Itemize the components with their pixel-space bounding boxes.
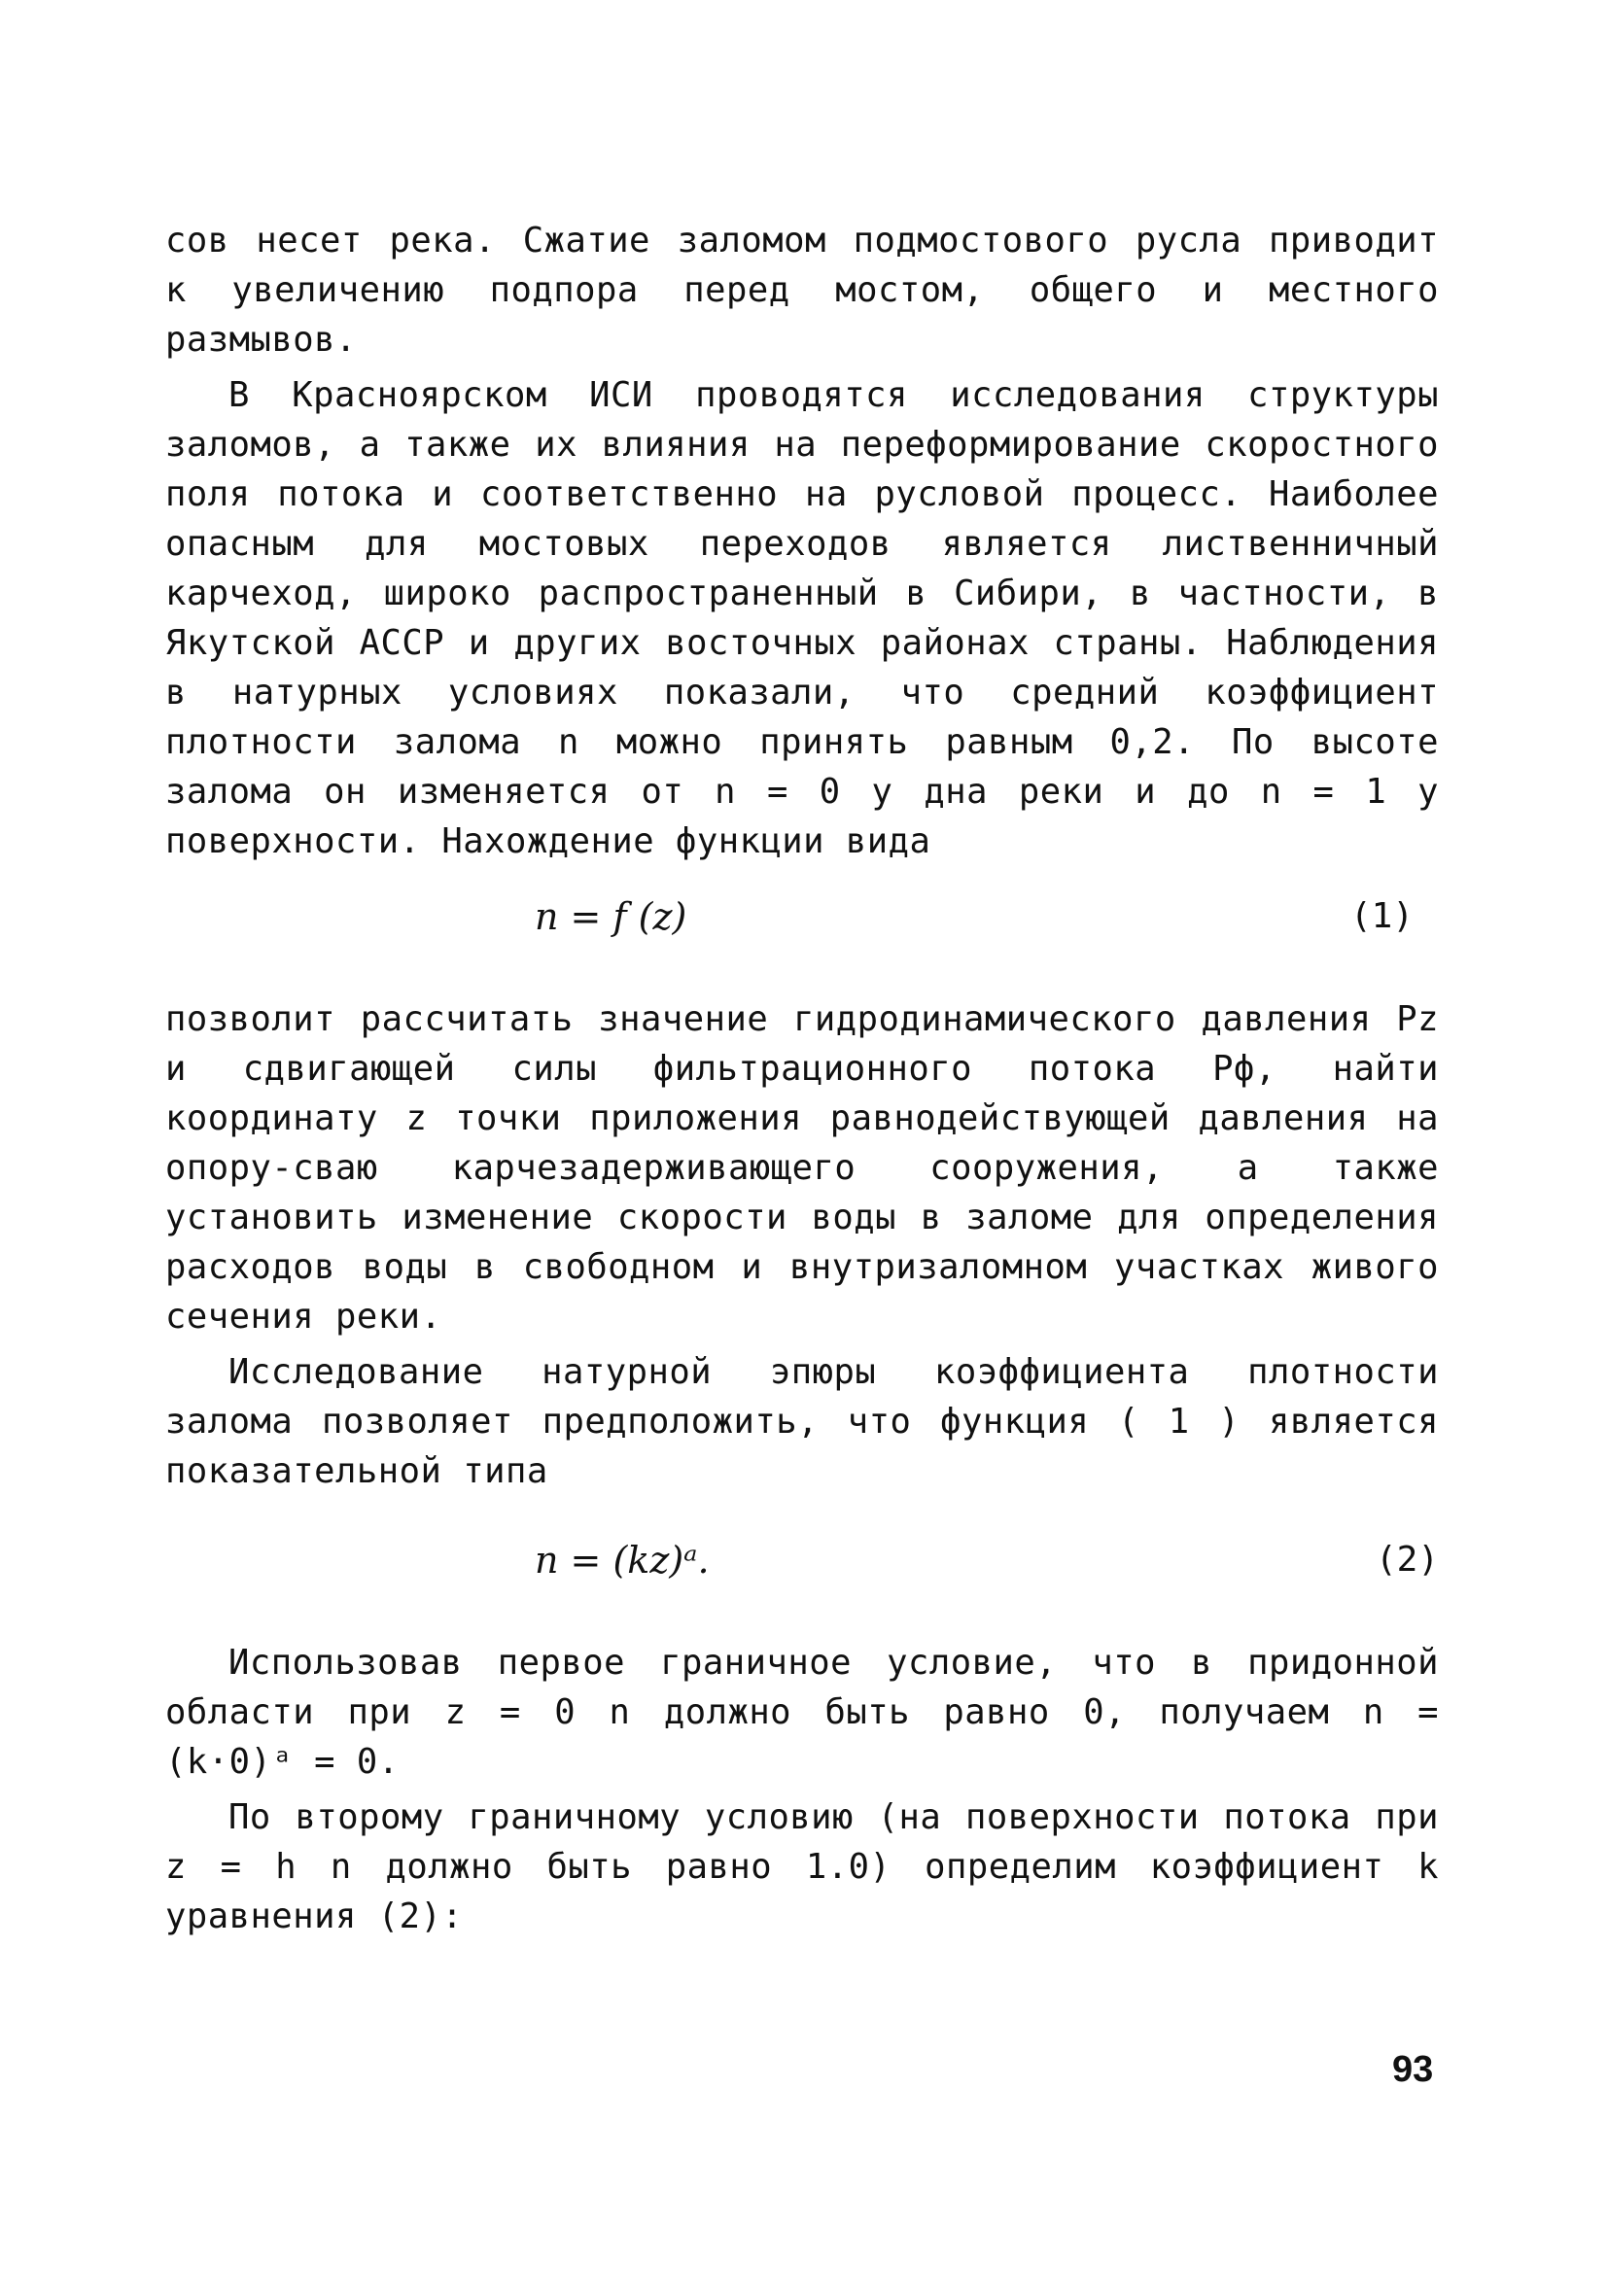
formula-1-expression: n = f (z) xyxy=(535,895,687,938)
formula-2 xyxy=(165,1531,1439,1589)
formula-1-number: (1) xyxy=(1349,896,1414,936)
paragraph-3: позволит рассчитать значение гидродинамического давления Pz и сдвигающей силы фильтрационного потока Pф, найти координату z точки приложения равнодействующей давления на опору-сваю карчезадерживающего сооружения, а также установить изменение скорости воды в заломе для определения расходов воды в свободном и внутризаломном участках живого сечения реки. xyxy=(165,999,1439,1337)
page-number: 93 xyxy=(1392,2049,1434,2090)
formula-2-expression: n = (kz)ᵃ. xyxy=(535,1539,710,1582)
paragraph-2: В Красноярском ИСИ проводятся исследования структуры заломов, а также их влияния на переформирование скоростного поля потока и соответственно на русловой процесс. Наиболее опасным для мостовых переходов является лиственничный карчеход, широко распространенный в Сибири, в частности, в Якутской АССР и других восточных районах страны. Наблюдения в натурных условиях показали, что средний коэффициент плотности залома n можно принять равным 0,2. По высоте залома он изменяется от n = 0 у дна реки и до n = 1 у поверхности. Нахождение функции вида xyxy=(165,375,1439,861)
formula-2-number: (2) xyxy=(1375,1540,1439,1580)
paragraph-5: Использовав первое граничное условие, что в придонной области при z = 0 n должно быть равно 0, получаем n = (k·0)ᵃ = 0. xyxy=(165,1643,1439,1782)
paragraph-6: По второму граничному условию (на поверхности потока при z = h n должно быть равно 1.0) определим коэффициент k уравнения (2): xyxy=(165,1797,1439,1936)
paragraph-1: сов несет река. Сжатие заломом подмостового русла приводит к увеличению подпора перед мостом, общего и местного размывов. xyxy=(165,221,1439,360)
formula-1 xyxy=(165,887,1439,946)
page-body xyxy=(165,216,1439,1941)
paragraph-4: Исследование натурной эпюры коэффициента плотности залома позволяет предположить, что функция ( 1 ) является показательной типа xyxy=(165,1352,1439,1491)
